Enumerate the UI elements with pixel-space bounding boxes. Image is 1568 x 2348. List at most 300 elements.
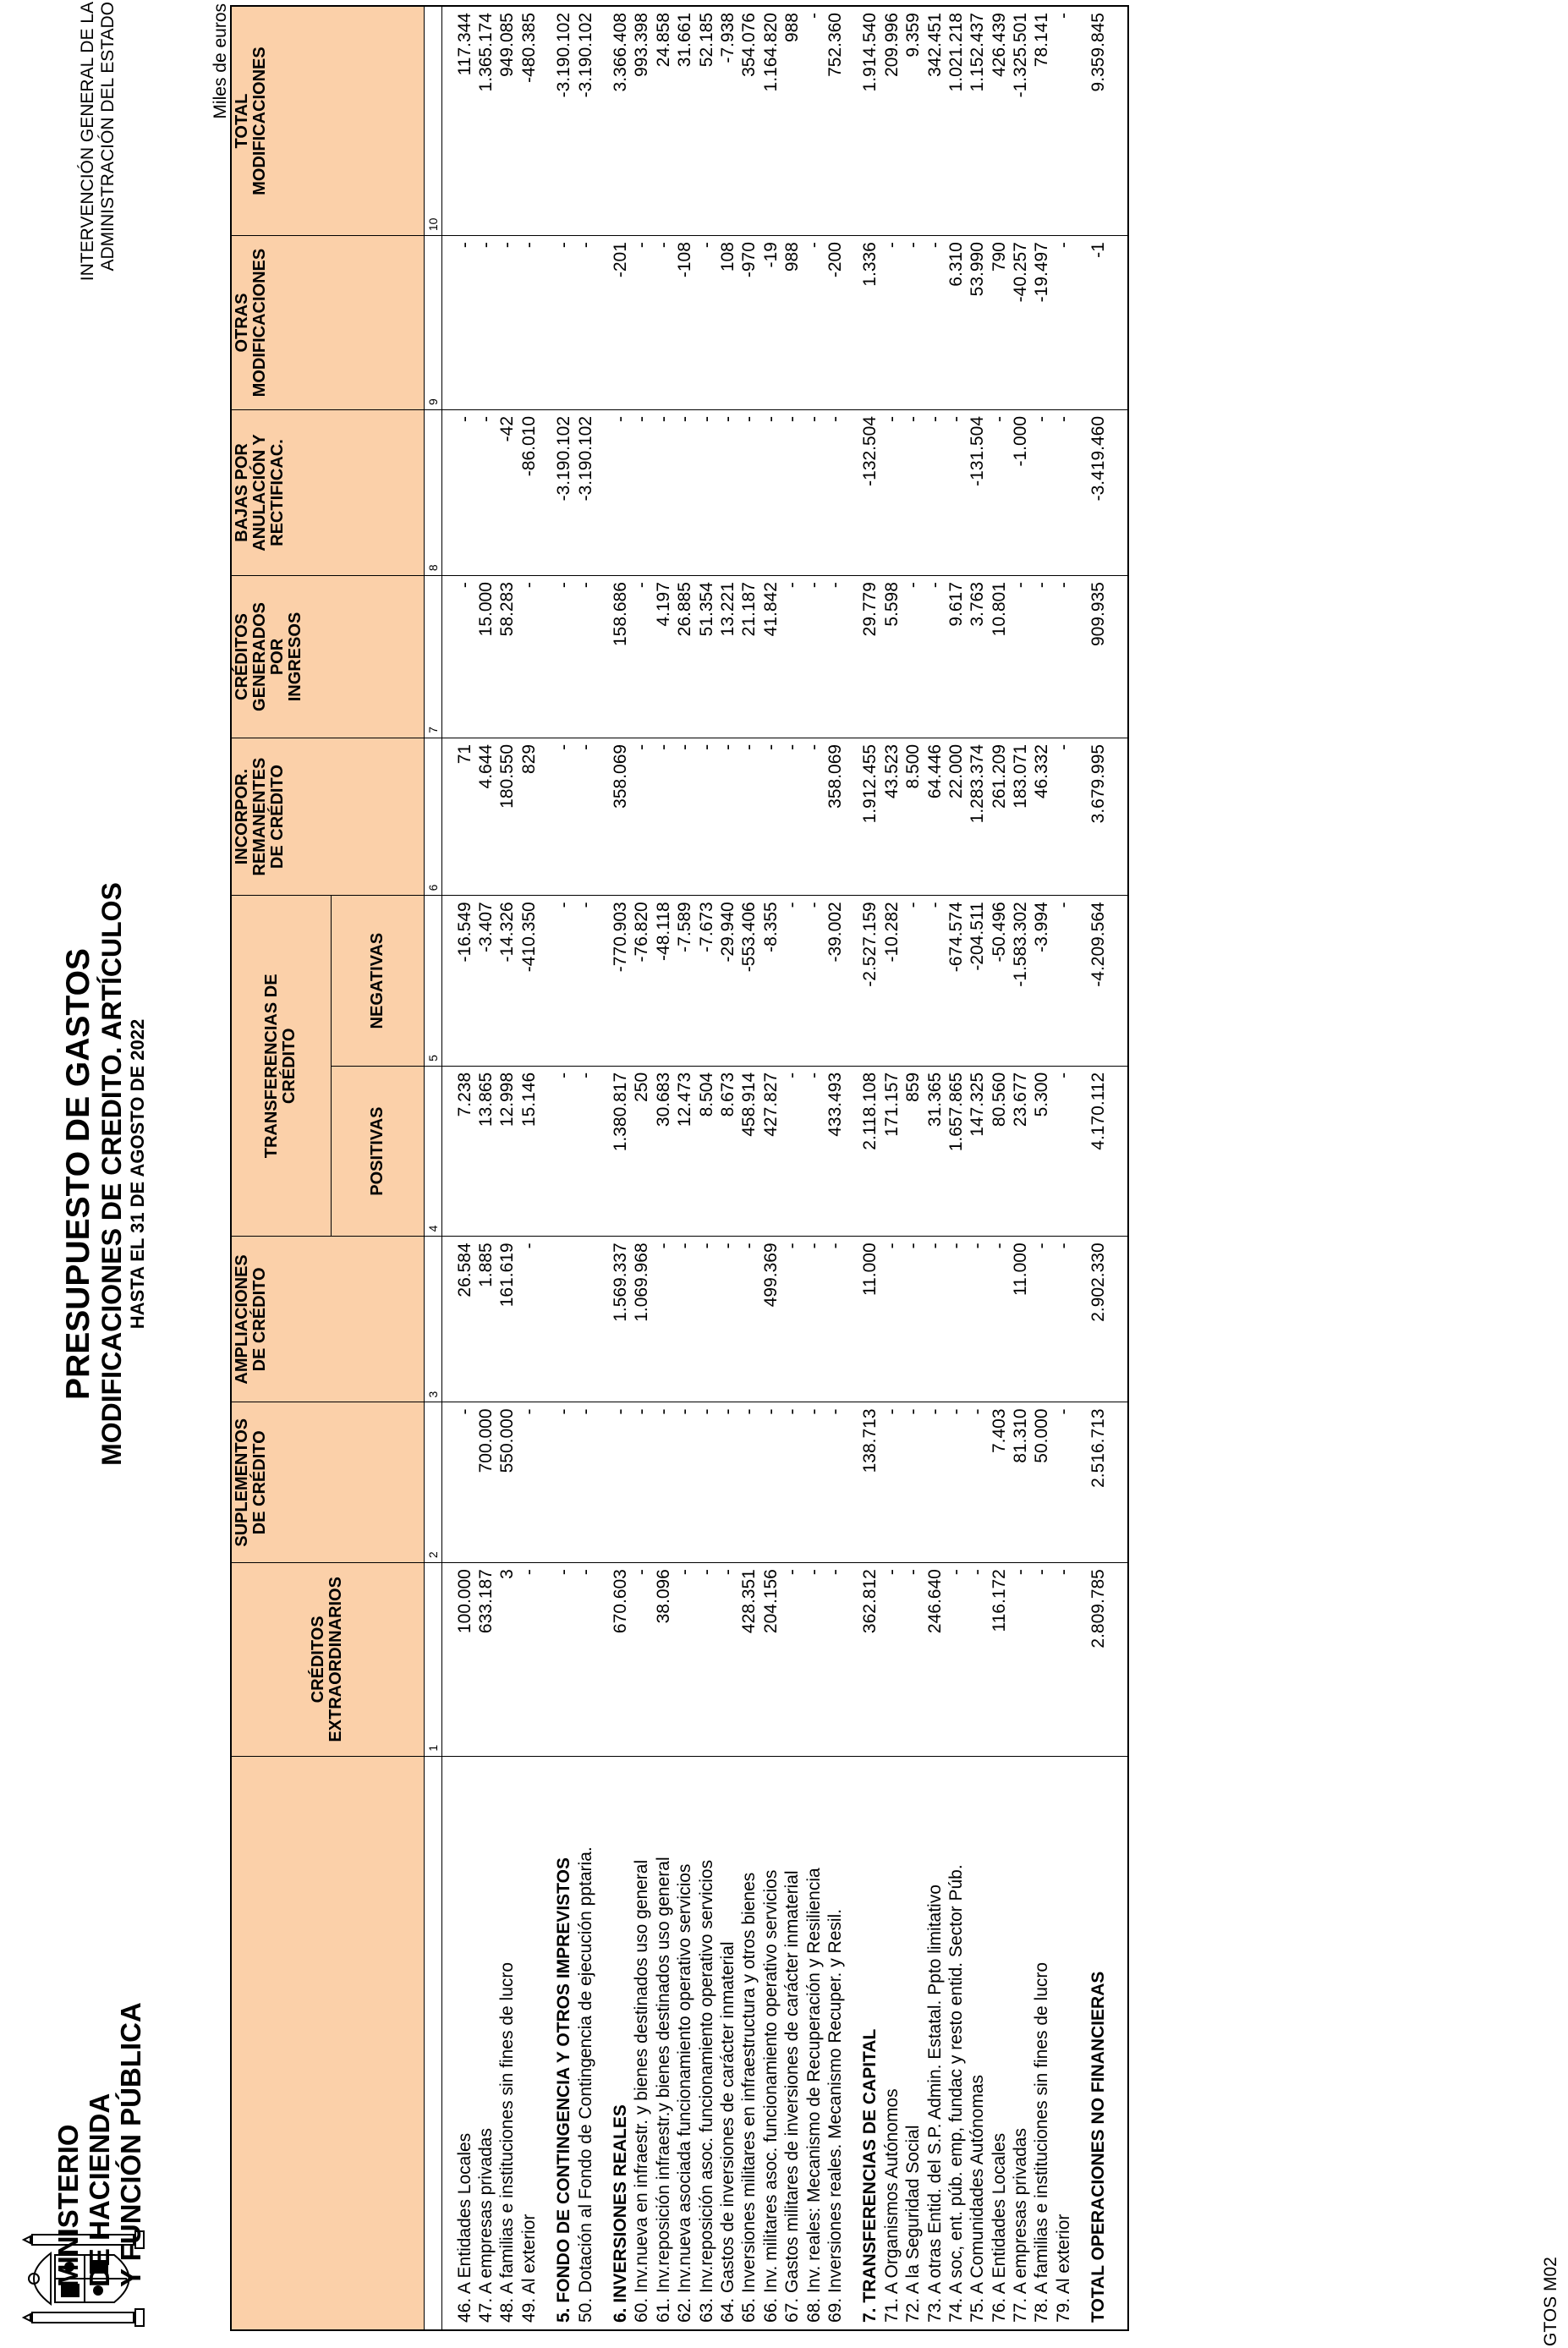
row-label: 7. TRANSFERENCIAS DE CAPITAL — [859, 1756, 880, 2330]
cell-value: - — [695, 738, 716, 895]
row-label: 66. Inv. militares asoc. funcionamiento operativo servicios — [760, 1756, 781, 2330]
table-row — [967, 6, 988, 2330]
header-positivas: POSITIVAS — [331, 1066, 424, 1237]
cell-value: - — [738, 1402, 759, 1563]
cell-value: - — [518, 1237, 540, 1402]
cell-value: -132.504 — [859, 409, 880, 575]
cell-value: 354.076 — [738, 6, 759, 236]
cell-value: -1.583.302 — [1010, 896, 1031, 1067]
cell-value: 1.885 — [475, 1237, 496, 1402]
cell-value: 700.000 — [475, 1402, 496, 1563]
cell-value: 2.516.713 — [1088, 1402, 1109, 1563]
cell-value: - — [553, 1563, 574, 1756]
cell-value: -50.496 — [988, 896, 1009, 1067]
cell-value: - — [653, 1402, 674, 1563]
cell-value: 993.398 — [631, 6, 652, 236]
cell-value: - — [902, 409, 924, 575]
cell-value: - — [803, 409, 824, 575]
header-transferencias: TRANSFERENCIAS DE CRÉDITO — [231, 896, 331, 1237]
cell-value: - — [967, 1402, 988, 1563]
column-number: 8 — [424, 409, 441, 575]
row-label: 64. Gastos de inversiones de carácter inmaterial — [717, 1756, 738, 2330]
cell-value: 80.560 — [988, 1066, 1009, 1237]
cell-value: - — [924, 1237, 945, 1402]
row-label: 49. Al exterior — [518, 1756, 540, 2330]
cell-value: - — [1053, 1563, 1074, 1756]
column-number: 2 — [424, 1402, 441, 1563]
cell-value: -480.385 — [518, 6, 540, 236]
cell-value: 362.812 — [859, 1563, 880, 1756]
cell-value: -131.504 — [967, 409, 988, 575]
cell-value: -3.190.102 — [574, 6, 595, 236]
header-creditos-extraordinarios: CRÉDITOS EXTRAORDINARIOS — [231, 1563, 424, 1756]
cell-value: - — [653, 236, 674, 410]
cell-value: - — [1031, 1237, 1052, 1402]
cell-value: - — [1053, 738, 1074, 895]
chapter-row — [610, 6, 631, 2330]
cell-value: - — [881, 1563, 902, 1756]
cell-value: - — [967, 1237, 988, 1402]
cell-value: 5.598 — [881, 576, 902, 738]
cell-value: -14.326 — [496, 896, 518, 1067]
cell-value: -1.325.501 — [1010, 6, 1031, 236]
cell-value: -7.673 — [695, 896, 716, 1067]
cell-value: - — [674, 409, 695, 575]
table-row — [574, 6, 595, 2330]
cell-value: - — [574, 738, 595, 895]
cell-value: - — [695, 409, 716, 575]
cell-value: - — [803, 236, 824, 410]
cell-value: 43.523 — [881, 738, 902, 895]
cell-value: 633.187 — [475, 1563, 496, 1756]
cell-value: - — [475, 236, 496, 410]
cell-value: 9.359.845 — [1088, 6, 1109, 236]
ministry-line-2: DE HACIENDA — [84, 2093, 115, 2287]
header-creditos-generados: CRÉDITOS GENERADOS POR INGRESOS — [231, 576, 424, 738]
cell-value: - — [631, 1563, 652, 1756]
cell-value: 26.885 — [674, 576, 695, 738]
ministry-line-1: MINISTERIO — [52, 2124, 84, 2287]
cell-value: - — [803, 896, 824, 1067]
cell-value: 31.365 — [924, 1066, 945, 1237]
table-row — [1031, 6, 1052, 2330]
cell-value: 29.779 — [859, 576, 880, 738]
cell-value: - — [781, 1563, 803, 1756]
cell-value: 171.157 — [881, 1066, 902, 1237]
column-number: 3 — [424, 1237, 441, 1402]
cell-value: 31.661 — [674, 6, 695, 236]
cell-value: - — [825, 1402, 846, 1563]
table-row — [518, 6, 540, 2330]
header-otras-modificaciones: OTRAS MODIFICACIONES — [231, 236, 424, 410]
cell-value: - — [946, 1237, 967, 1402]
cell-value: 147.325 — [967, 1066, 988, 1237]
cell-value: - — [825, 576, 846, 738]
table-row — [988, 6, 1009, 2330]
cell-value: - — [881, 236, 902, 410]
cell-value: 9.359 — [902, 6, 924, 236]
cell-value: - — [781, 738, 803, 895]
cell-value: 30.683 — [653, 1066, 674, 1237]
row-label: 77. A empresas privadas — [1010, 1756, 1031, 2330]
cell-value: - — [553, 896, 574, 1067]
cell-value: - — [518, 576, 540, 738]
cell-value: 204.156 — [760, 1563, 781, 1756]
cell-value: - — [902, 236, 924, 410]
cell-value: 342.451 — [924, 6, 945, 236]
cell-value: 426.439 — [988, 6, 1009, 236]
units-label: Miles de euros — [211, 3, 230, 119]
cell-value: -19 — [760, 236, 781, 410]
row-label: 67. Gastos militares de inversiones de carácter inmaterial — [781, 1756, 803, 2330]
cell-value: -76.820 — [631, 896, 652, 1067]
cell-value: - — [946, 1563, 967, 1756]
cell-value: - — [1010, 1563, 1031, 1756]
cell-value: 3.679.995 — [1088, 738, 1109, 895]
table-row — [760, 6, 781, 2330]
cell-value: -2.527.159 — [859, 896, 880, 1067]
cell-value: 180.550 — [496, 738, 518, 895]
cell-value: 7.238 — [454, 1066, 475, 1237]
cell-value: -410.350 — [518, 896, 540, 1067]
cell-value: 10.801 — [988, 576, 1009, 738]
cell-value: - — [924, 896, 945, 1067]
row-label: 75. A Comunidades Autónomas — [967, 1756, 988, 2330]
cell-value: 250 — [631, 1066, 652, 1237]
cell-value: - — [781, 1066, 803, 1237]
row-label: 72. A la Seguridad Social — [902, 1756, 924, 2330]
cell-value: - — [760, 1402, 781, 1563]
cell-value: 458.914 — [738, 1066, 759, 1237]
cell-value: - — [454, 409, 475, 575]
cell-value: 108 — [717, 236, 738, 410]
budget-table — [230, 5, 1129, 2331]
column-number-row — [424, 6, 441, 2330]
cell-value: - — [781, 1237, 803, 1402]
cell-value: - — [674, 1237, 695, 1402]
cell-value: 1.021.218 — [946, 6, 967, 236]
cell-value: - — [781, 409, 803, 575]
spacer-row — [540, 6, 553, 2330]
cell-value: 46.332 — [1031, 738, 1052, 895]
cell-value: 790 — [988, 236, 1009, 410]
cell-value: - — [781, 576, 803, 738]
cell-value: - — [553, 576, 574, 738]
column-number: 10 — [424, 6, 441, 236]
cell-value: - — [946, 1402, 967, 1563]
cell-value: -3.994 — [1031, 896, 1052, 1067]
cell-value: - — [924, 236, 945, 410]
cell-value: - — [574, 576, 595, 738]
cell-value: - — [717, 1402, 738, 1563]
cell-value: - — [717, 409, 738, 575]
row-label: 71. A Organismos Autónomos — [881, 1756, 902, 2330]
cell-value: 1.069.968 — [631, 1237, 652, 1402]
cell-value: 670.603 — [610, 1563, 631, 1756]
row-label: 61. Inv.reposición infraestr.y bienes destinados uso general — [653, 1756, 674, 2330]
cell-value: 358.069 — [825, 738, 846, 895]
cell-value: - — [553, 236, 574, 410]
table-row — [674, 6, 695, 2330]
cell-value: - — [631, 236, 652, 410]
cell-value: -204.511 — [967, 896, 988, 1067]
row-label: 68. Inv. reales: Mecanismo de Recuperación y Resiliencia — [803, 1756, 824, 2330]
table-row — [717, 6, 738, 2330]
cell-value: - — [674, 1402, 695, 1563]
cell-value: - — [574, 1066, 595, 1237]
header-negativas: NEGATIVAS — [331, 896, 424, 1067]
cell-value: - — [825, 1563, 846, 1756]
spacer-row — [441, 6, 454, 2330]
cell-value: - — [1053, 896, 1074, 1067]
cell-value: 41.842 — [760, 576, 781, 738]
cell-value: -108 — [674, 236, 695, 410]
cell-value: 428.351 — [738, 1563, 759, 1756]
cell-value: -3.190.102 — [553, 6, 574, 236]
cell-value: - — [574, 236, 595, 410]
row-label: 65. Inversiones militares en infraestructura y otros bienes — [738, 1756, 759, 2330]
table-row — [825, 6, 846, 2330]
cell-value: - — [574, 1563, 595, 1756]
cell-value: - — [674, 738, 695, 895]
cell-value: 81.310 — [1010, 1402, 1031, 1563]
cell-value: 78.141 — [1031, 6, 1052, 236]
column-number: 5 — [424, 896, 441, 1067]
cell-value: -16.549 — [454, 896, 475, 1067]
cell-value: - — [695, 1563, 716, 1756]
cell-value: 4.170.112 — [1088, 1066, 1109, 1237]
cell-value: - — [454, 576, 475, 738]
table-row — [803, 6, 824, 2330]
cell-value: - — [610, 409, 631, 575]
cell-value: -4.209.564 — [1088, 896, 1109, 1067]
cell-value: - — [1053, 1066, 1074, 1237]
row-label: 46. A Entidades Locales — [454, 1756, 475, 2330]
cell-value: - — [738, 1237, 759, 1402]
cell-value: - — [1053, 1237, 1074, 1402]
table-row — [1010, 6, 1031, 2330]
cell-value: -86.010 — [518, 409, 540, 575]
row-label: 69. Inversiones reales. Mecanismo Recuper. y Resil. — [825, 1756, 846, 2330]
cell-value: 909.935 — [1088, 576, 1109, 738]
cell-value: 8.673 — [717, 1066, 738, 1237]
table-row — [695, 6, 716, 2330]
agency-line-1: INTERVENCIÓN GENERAL DE LA — [78, 2, 97, 282]
cell-value: - — [717, 738, 738, 895]
cell-value: 1.283.374 — [967, 738, 988, 895]
cell-value: 161.619 — [496, 1237, 518, 1402]
cell-value: -19.497 — [1031, 236, 1052, 410]
column-number: 4 — [424, 1066, 441, 1237]
cell-value: 15.000 — [475, 576, 496, 738]
cell-value: - — [988, 409, 1009, 575]
cell-value: 1.914.540 — [859, 6, 880, 236]
cell-value: - — [902, 896, 924, 1067]
cell-value: 138.713 — [859, 1402, 880, 1563]
cell-value: - — [1053, 236, 1074, 410]
cell-value: 6.310 — [946, 236, 967, 410]
cell-value: 3 — [496, 1563, 518, 1756]
cell-value: - — [803, 1237, 824, 1402]
cell-value: 3.366.408 — [610, 6, 631, 236]
row-label: 74. A soc, ent. púb. emp, fundac y resto entid. Sector Púb. — [946, 1756, 967, 2330]
row-label: 6. INVERSIONES REALES — [610, 1756, 631, 2330]
table-row — [881, 6, 902, 2330]
cell-value: -7.589 — [674, 896, 695, 1067]
cell-value: 12.998 — [496, 1066, 518, 1237]
column-number: 6 — [424, 738, 441, 895]
cell-value: -8.355 — [760, 896, 781, 1067]
cell-value: - — [881, 1237, 902, 1402]
cell-value: -201 — [610, 236, 631, 410]
cell-value: 9.617 — [946, 576, 967, 738]
cell-value: 58.283 — [496, 576, 518, 738]
cell-value: - — [902, 576, 924, 738]
cell-value: - — [946, 409, 967, 575]
cell-value: - — [803, 1066, 824, 1237]
spacer-row — [1074, 6, 1088, 2330]
chapter-row — [553, 6, 574, 2330]
cell-value: - — [825, 409, 846, 575]
row-label: 73. A otras Entid. del S.P. Admin. Estatal. Ppto limitativo — [924, 1756, 945, 2330]
cell-value: -10.282 — [881, 896, 902, 1067]
row-label: 63. Inv.reposición asoc. funcionamiento operativo servicios — [695, 1756, 716, 2330]
cell-value: - — [781, 896, 803, 1067]
cell-value: -40.257 — [1010, 236, 1031, 410]
cell-value: - — [695, 236, 716, 410]
cell-value: - — [475, 409, 496, 575]
cell-value: 53.990 — [967, 236, 988, 410]
header-bajas: BAJAS POR ANULACIÓN Y RECTIFICAC. — [231, 409, 424, 575]
cell-value: 988 — [781, 6, 803, 236]
cell-value: - — [1031, 1563, 1052, 1756]
cell-value: 13.865 — [475, 1066, 496, 1237]
cell-value: 2.902.330 — [1088, 1237, 1109, 1402]
cell-value: 427.827 — [760, 1066, 781, 1237]
column-number: 1 — [424, 1563, 441, 1756]
cell-value: -770.903 — [610, 896, 631, 1067]
cell-value: 158.686 — [610, 576, 631, 738]
cell-value: 246.640 — [924, 1563, 945, 1756]
cell-value: 24.858 — [653, 6, 674, 236]
cell-value: - — [967, 1563, 988, 1756]
cell-value: - — [631, 576, 652, 738]
cell-value: 8.500 — [902, 738, 924, 895]
cell-value: 752.360 — [825, 6, 846, 236]
row-label: TOTAL OPERACIONES NO FINANCIERAS — [1088, 1756, 1109, 2330]
table-row — [924, 6, 945, 2330]
cell-value: 358.069 — [610, 738, 631, 895]
cell-value: 100.000 — [454, 1563, 475, 1756]
total-row — [1088, 6, 1109, 2330]
column-number-blank — [424, 1756, 441, 2330]
cell-value: - — [610, 1402, 631, 1563]
cell-value: -3.190.102 — [574, 409, 595, 575]
cell-value: 183.071 — [1010, 738, 1031, 895]
cell-value: 1.336 — [859, 236, 880, 410]
cell-value: -3.407 — [475, 896, 496, 1067]
cell-value: - — [881, 1402, 902, 1563]
table-row — [475, 6, 496, 2330]
cell-value: -29.940 — [717, 896, 738, 1067]
cell-value: - — [803, 6, 824, 236]
cell-value: 117.344 — [454, 6, 475, 236]
row-label: 79. Al exterior — [1053, 1756, 1074, 2330]
cell-value: 13.221 — [717, 576, 738, 738]
cell-value: 2.809.785 — [1088, 1563, 1109, 1756]
header-incorpor-remanentes: INCORPOR. REMANENTES DE CRÉDITO — [231, 738, 424, 895]
cell-value: - — [1053, 6, 1074, 236]
chapter-row — [859, 6, 880, 2330]
column-number: 7 — [424, 576, 441, 738]
cell-value: -3.419.460 — [1088, 409, 1109, 575]
spacer-row — [1109, 6, 1128, 2330]
cell-value: 859 — [902, 1066, 924, 1237]
spacer-row — [596, 6, 610, 2330]
cell-value: - — [1010, 576, 1031, 738]
cell-value: 38.096 — [653, 1563, 674, 1756]
cell-value: 988 — [781, 236, 803, 410]
cell-value: - — [825, 1237, 846, 1402]
header-blank — [231, 1756, 424, 2330]
cell-value: - — [760, 409, 781, 575]
cell-value: - — [674, 1563, 695, 1756]
cell-value: - — [631, 1402, 652, 1563]
cell-value: 1.164.820 — [760, 6, 781, 236]
cell-value: - — [653, 409, 674, 575]
cell-value: - — [518, 1402, 540, 1563]
cell-value: 2.118.108 — [859, 1066, 880, 1237]
cell-value: - — [1053, 576, 1074, 738]
document-titles — [61, 0, 149, 2348]
cell-value — [553, 1237, 574, 1402]
cell-value: - — [1031, 576, 1052, 738]
table-row — [738, 6, 759, 2330]
cell-value: - — [924, 409, 945, 575]
row-label: 48. A familias e instituciones sin fines de lucro — [496, 1756, 518, 2330]
cell-value: - — [738, 409, 759, 575]
cell-value: - — [881, 409, 902, 575]
cell-value: 50.000 — [1031, 1402, 1052, 1563]
ministry-line-3: Y FUNCIÓN PÚBLICA — [115, 2002, 146, 2287]
cell-value: - — [631, 409, 652, 575]
cell-value: -7.938 — [717, 6, 738, 236]
cell-value: -42 — [496, 409, 518, 575]
cell-value: 51.354 — [695, 576, 716, 738]
cell-value: - — [803, 738, 824, 895]
table-body — [441, 6, 1128, 2330]
cell-value: -674.574 — [946, 896, 967, 1067]
cell-value: 1.152.437 — [967, 6, 988, 236]
table-row — [631, 6, 652, 2330]
cell-value: 11.000 — [1010, 1237, 1031, 1402]
cell-value: - — [760, 738, 781, 895]
cell-value: 1.912.455 — [859, 738, 880, 895]
cell-value: - — [924, 576, 945, 738]
cell-value: -3.190.102 — [553, 409, 574, 575]
cell-value: - — [902, 1402, 924, 1563]
cell-value: - — [518, 236, 540, 410]
cell-value: 26.584 — [454, 1237, 475, 1402]
cell-value: - — [553, 1066, 574, 1237]
cell-value: - — [717, 1237, 738, 1402]
header-total-modificaciones: TOTAL MODIFICACIONES — [231, 6, 424, 236]
row-label: 5. FONDO DE CONTINGENCIA Y OTROS IMPREVISTOS — [553, 1756, 574, 2330]
cell-value: 1.380.817 — [610, 1066, 631, 1237]
cell-value: - — [553, 1402, 574, 1563]
cell-value: - — [631, 738, 652, 895]
cell-value: 22.000 — [946, 738, 967, 895]
